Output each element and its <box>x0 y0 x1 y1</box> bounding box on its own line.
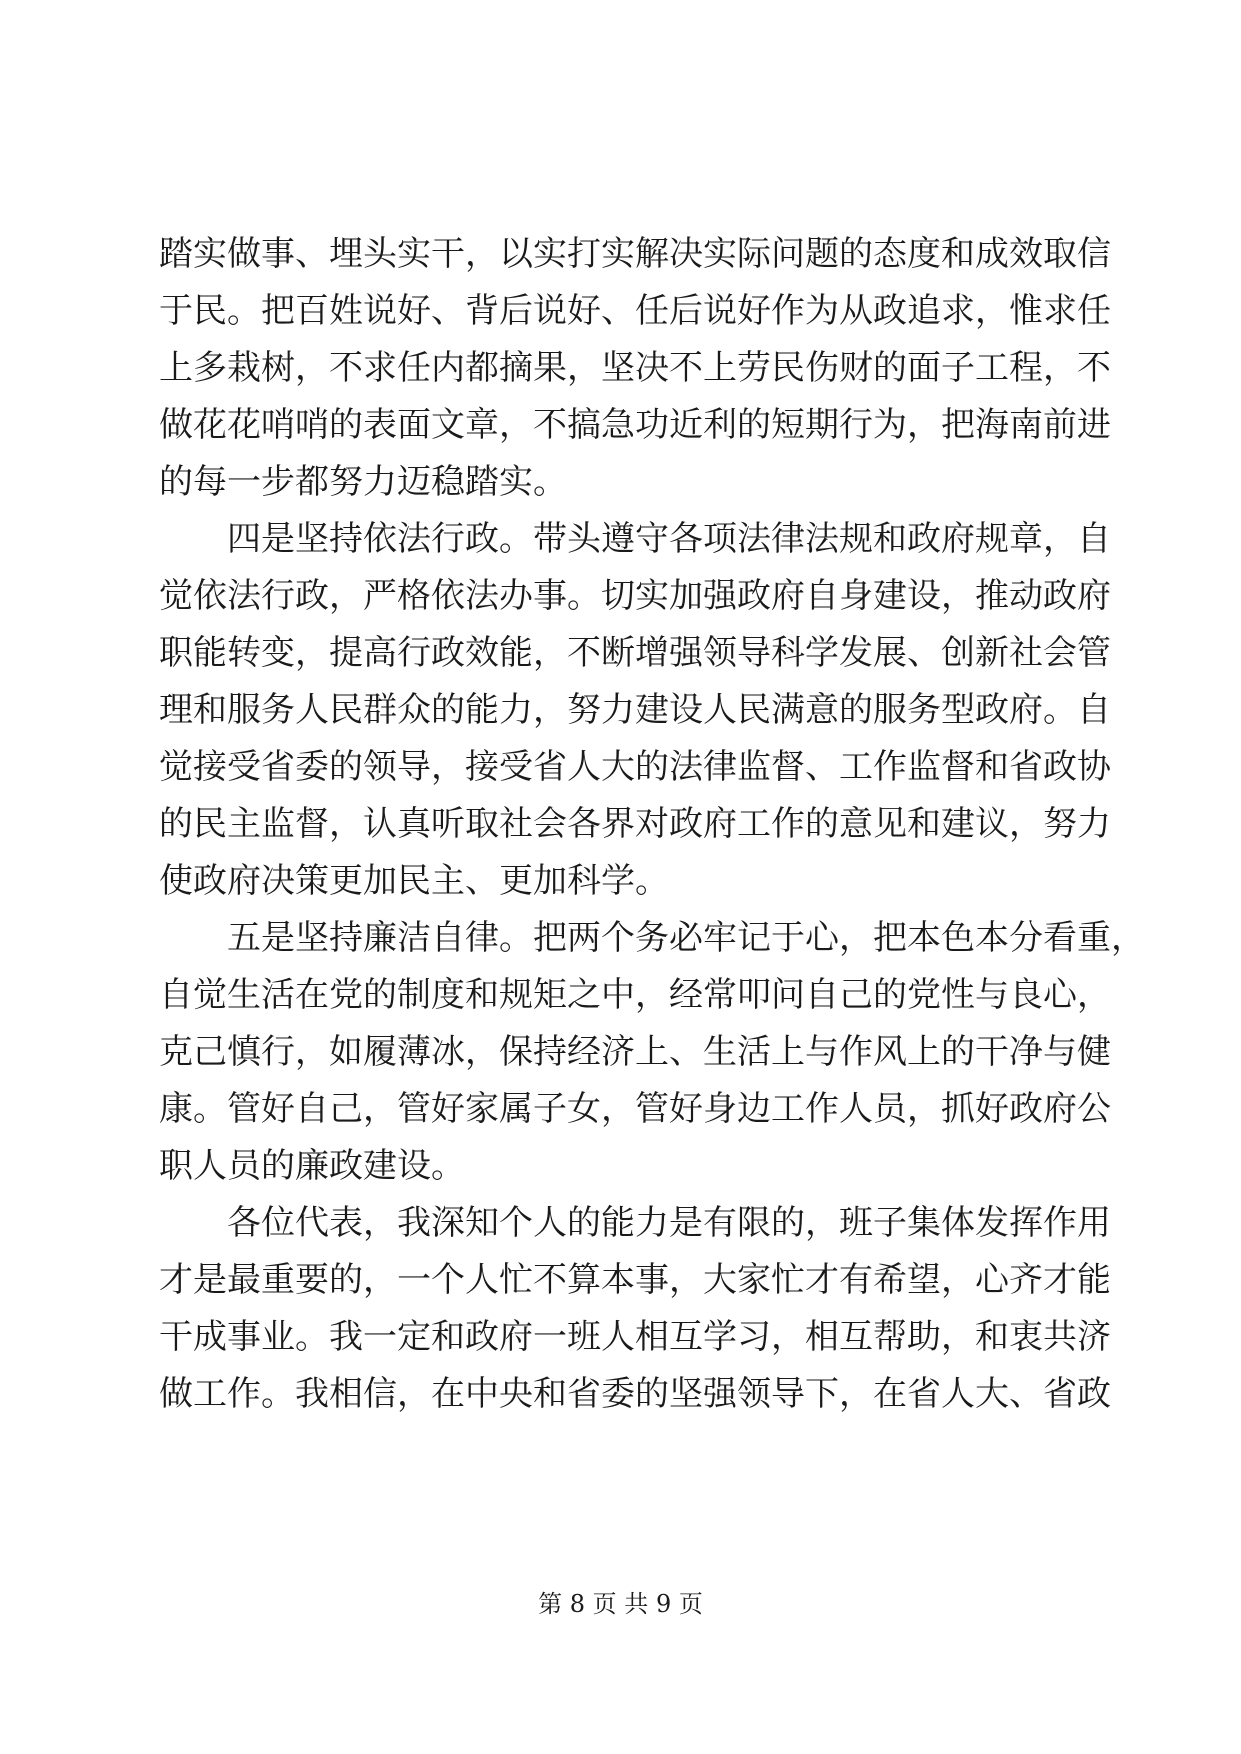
text-line: 踏实做事、埋头实干，以实打实解决实际问题的态度和成效取信 <box>159 234 1111 274</box>
text-line: 干成事业。我一定和政府一班人相互学习，相互帮助，和衷共济 <box>159 1317 1111 1357</box>
text-line: 克己慎行，如履薄冰，保持经济上、生活上与作风上的干净与健 <box>159 1032 1111 1072</box>
text-line: 自觉生活在党的制度和规矩之中，经常叩问自己的党性与良心， <box>159 975 1111 1015</box>
text-line: 上多栽树，不求任内都摘果，坚决不上劳民伤财的面子工程，不 <box>159 348 1111 388</box>
text-line: 四是坚持依法行政。带头遵守各项法律法规和政府规章，自 <box>159 519 1111 559</box>
text-line: 职能转变，提高行政效能，不断增强领导科学发展、创新社会管 <box>159 633 1111 673</box>
text-line: 觉依法行政，严格依法办事。切实加强政府自身建设，推动政府 <box>159 576 1111 616</box>
page-number-footer: 第 8 页 共 9 页 <box>538 1590 703 1618</box>
text-line: 的民主监督，认真听取社会各界对政府工作的意见和建议，努力 <box>159 804 1111 844</box>
text-line: 各位代表，我深知个人的能力是有限的，班子集体发挥作用 <box>159 1203 1111 1243</box>
text-line: 做工作。我相信，在中央和省委的坚强领导下，在省人大、省政 <box>159 1374 1111 1414</box>
text-line: 觉接受省委的领导，接受省人大的法律监督、工作监督和省政协 <box>159 747 1111 787</box>
text-line: 的每一步都努力迈稳踏实。 <box>159 462 567 502</box>
text-line: 于民。把百姓说好、背后说好、任后说好作为从政追求，惟求任 <box>159 291 1111 331</box>
document-body <box>159 226 1145 1423</box>
text-line: 理和服务人民群众的能力，努力建设人民满意的服务型政府。自 <box>159 690 1111 730</box>
text-line: 五是坚持廉洁自律。把两个务必牢记于心，把本色本分看重， <box>159 918 1145 958</box>
text-line: 才是最重要的，一个人忙不算本事，大家忙才有希望，心齐才能 <box>159 1260 1111 1300</box>
text-line: 职人员的廉政建设。 <box>159 1146 465 1186</box>
text-line: 使政府决策更加民主、更加科学。 <box>159 861 669 901</box>
text-line: 做花花哨哨的表面文章，不搞急功近利的短期行为，把海南前进 <box>159 405 1111 445</box>
text-line: 康。管好自己，管好家属子女，管好身边工作人员，抓好政府公 <box>159 1089 1111 1129</box>
